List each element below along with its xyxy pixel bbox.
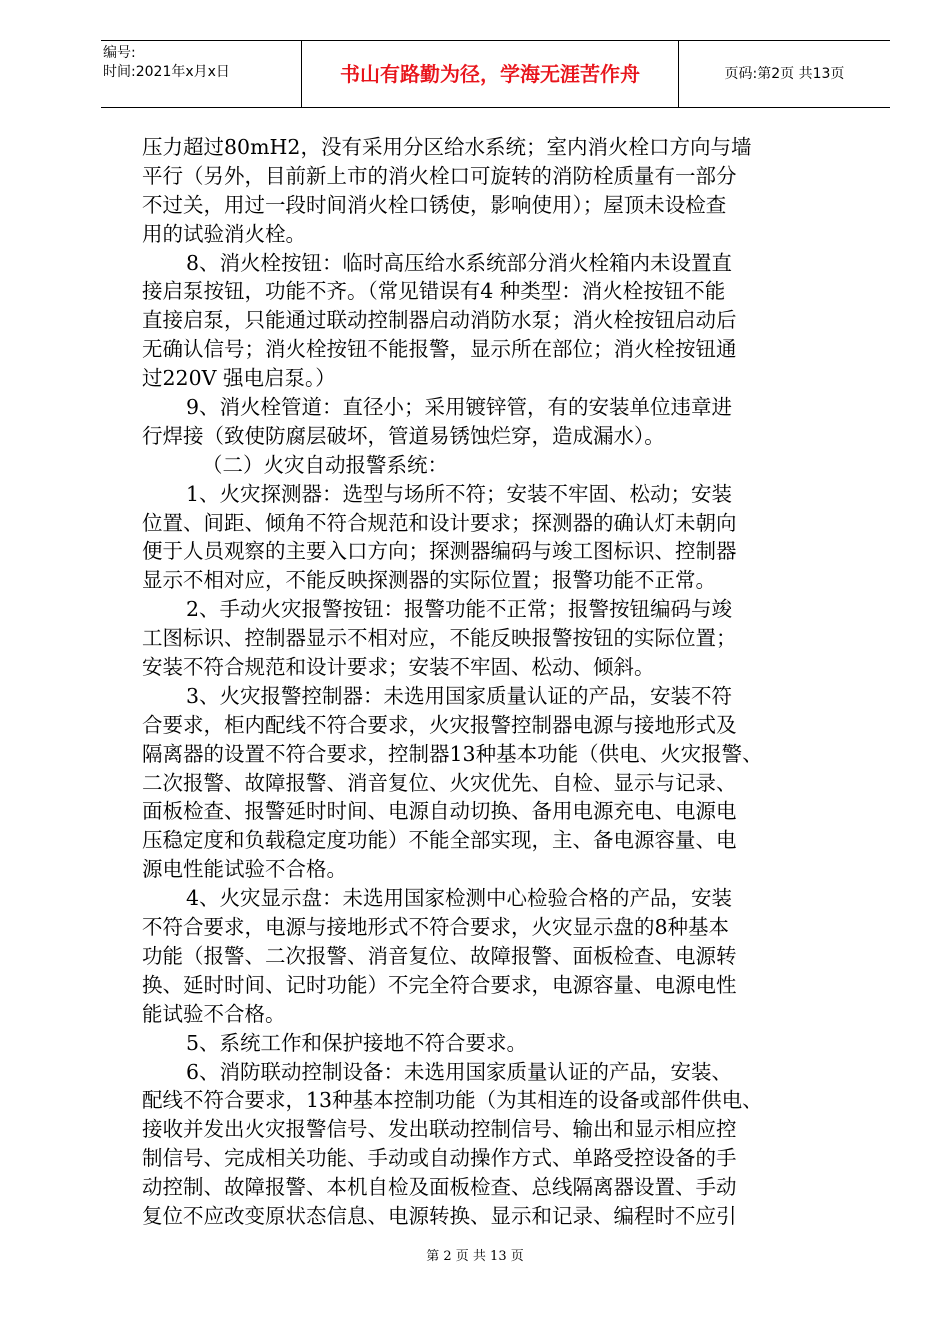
paragraph-start-line: 5、系统工作和保护接地不符合要求。 — [186, 1030, 528, 1055]
body-line: 压力超过80mH2，没有采用分区给水系统；室内消火栓口方向与墙 — [142, 135, 752, 159]
body-line: 不过关，用过一段时间消火栓口锈使，影响使用）；屋顶未设检查 — [142, 192, 727, 217]
body-line: 动控制、故障报警、本机自检及面板检查、总线隔离器设置、手动 — [142, 1175, 737, 1200]
body-line: 制信号、完成相关功能、手动或自动操作方式、单路受控设备的手 — [142, 1146, 737, 1171]
body-line: 面板检查、报警延时时间、电源自动切换、备用电源充电、电源电 — [142, 799, 737, 824]
page-header — [101, 40, 890, 108]
body-line: 压稳定度和负载稳定度功能）不能全部实现，主、备电源容量、电 — [142, 828, 737, 853]
body-line: 能试验不合格。 — [142, 1001, 286, 1026]
body-line: 位置、间距、倾角不符合规范和设计要求；探测器的确认灯未朝向 — [142, 510, 737, 535]
body-line: 接启泵按钮，功能不齐。（常见错误有4 种类型：消火栓按钮不能 — [142, 279, 726, 304]
paragraph-start-line: 4、火灾显示盘：未选用国家检测中心检验合格的产品，安装 — [186, 886, 733, 911]
paragraph-start-line: 3、火灾报警控制器：未选用国家质量认证的产品，安装不符 — [186, 683, 733, 708]
page-footer: 第 2 页 共 13 页 — [426, 1249, 524, 1264]
body-line: 无确认信号；消火栓按钮不能报警，显示所在部位；消火栓按钮通 — [142, 337, 737, 362]
body-line: 工图标识、控制器显示不相对应，不能反映报警按钮的实际位置； — [142, 626, 737, 651]
body-line: 安装不符合规范和设计要求；安装不牢固、松动、倾斜。 — [142, 655, 655, 680]
body-line: 功能（报警、二次报警、消音复位、故障报警、面板检查、电源转 — [142, 943, 737, 968]
paragraph-start-line: 9、消火栓管道：直径小；采用镀锌管，有的安装单位违章进 — [186, 395, 733, 420]
body-line: 合要求，柜内配线不符合要求，火灾报警控制器电源与接地形式及 — [142, 712, 737, 737]
body-line: 接收并发出火灾报警信号、发出联动控制信号、输出和显示相应控 — [142, 1117, 737, 1142]
body-line: 行焊接（致使防腐层破坏，管道易锈蚀烂穿，造成漏水）。 — [142, 423, 665, 448]
body-line: 换、延时时间、记时功能）不完全符合要求，电源容量、电源电性 — [142, 972, 737, 997]
body-line: 直接启泵，只能通过联动控制器启动消防水泵；消火栓按钮启动后 — [142, 308, 737, 333]
body-line: 显示不相对应，不能反映探测器的实际位置；报警功能不正常。 — [142, 568, 716, 593]
body-line: 过220V 强电启泵。） — [142, 366, 336, 391]
body-line: 复位不应改变原状态信息、电源转换、显示和记录、编程时不应引 — [142, 1203, 737, 1228]
header-page-number: 页码:第2页 共13页 — [724, 66, 845, 82]
body-line: 源电性能试验不合格。 — [142, 857, 347, 882]
doc-number-label: 编号: — [103, 45, 136, 61]
paragraph-start-line: 2、手动火灾报警按钮：报警功能不正常；报警按钮编码与竣 — [186, 597, 733, 622]
doc-time-label: 时间:2021年x月x日 — [103, 64, 230, 80]
body-line: 不符合要求，电源与接地形式不符合要求，火灾显示盘的8种基本 — [142, 915, 730, 940]
header-motto: 书山有路勤为径，学海无涯苦作舟 — [302, 41, 679, 107]
document-body — [142, 133, 882, 1231]
header-meta — [101, 41, 302, 107]
section-heading: （二）火灾自动报警系统： — [202, 452, 448, 477]
body-line: 用的试验消火栓。 — [142, 221, 306, 246]
body-line: 配线不符合要求，13种基本控制功能（为其相连的设备或部件供电、 — [142, 1088, 763, 1113]
body-line: 二次报警、故障报警、消音复位、火灾优先、自检、显示与记录、 — [142, 770, 737, 795]
paragraph-start-line: 1、火灾探测器：选型与场所不符；安装不牢固、松动；安装 — [186, 481, 733, 506]
body-line: 平行（另外，目前新上市的消火栓口可旋转的消防栓质量有一部分 — [142, 163, 737, 188]
paragraph-start-line: 6、消防联动控制设备：未选用国家质量认证的产品，安装、 — [186, 1059, 733, 1084]
body-line: 隔离器的设置不符合要求，控制器13种基本功能（供电、火灾报警、 — [142, 741, 763, 766]
paragraph-start-line: 8、消火栓按钮：临时高压给水系统部分消火栓箱内未设置直 — [186, 250, 733, 275]
body-line: 便于人员观察的主要入口方向；探测器编码与竣工图标识、控制器 — [142, 539, 737, 564]
